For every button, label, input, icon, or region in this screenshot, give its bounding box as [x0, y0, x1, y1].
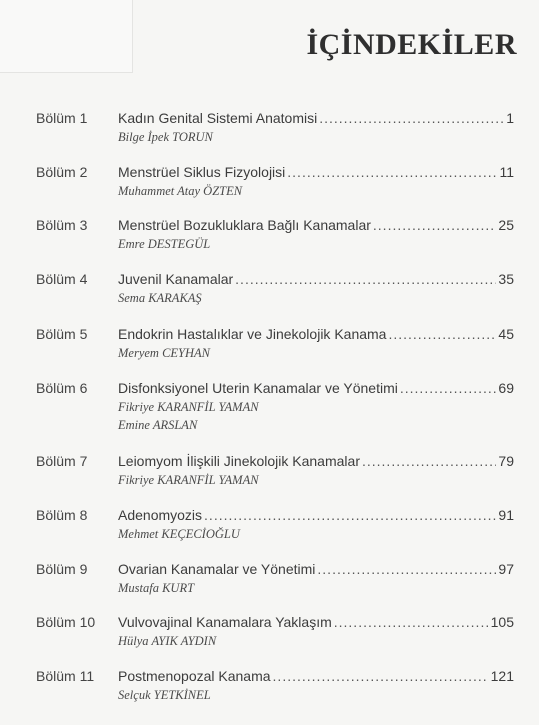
dot-leader [235, 271, 496, 287]
chapter-title: Vulvovajinal Kanamalara Yaklaşım [118, 614, 332, 630]
chapter-author: Mustafa KURT [118, 581, 195, 595]
chapter-line [118, 614, 514, 630]
chapter-number: Bölüm 9 [36, 561, 88, 577]
page-number: 121 [490, 668, 514, 684]
chapter-author: Bilge İpek TORUN [118, 130, 213, 144]
page-number: 35 [498, 271, 514, 287]
chapter-title: Menstrüel Bozukluklara Bağlı Kanamalar [118, 217, 371, 233]
chapter-number: Bölüm 8 [36, 507, 88, 523]
page-number: 1 [506, 110, 514, 126]
chapter-author: Muhammet Atay ÖZTEN [118, 184, 243, 198]
chapter-line [118, 326, 514, 342]
chapter-author: Emine ARSLAN [118, 418, 198, 432]
chapter-author: Emre DESTEGÜL [118, 237, 211, 251]
chapter-number: Bölüm 6 [36, 380, 88, 396]
chapter-title: Kadın Genital Sistemi Anatomisi [118, 110, 318, 126]
page-number: 69 [498, 380, 514, 396]
chapter-title: Juvenil Kanamalar [118, 271, 234, 287]
chapter-number: Bölüm 5 [36, 326, 88, 342]
chapter-author: Mehmet KEÇECİOĞLU [118, 527, 240, 541]
page-number: 25 [498, 217, 514, 233]
page-number: 105 [490, 614, 514, 630]
chapter-line [118, 217, 514, 233]
dot-leader [400, 380, 497, 396]
dot-leader [319, 110, 504, 126]
chapter-number: Bölüm 10 [36, 614, 96, 630]
page-number: 11 [499, 164, 514, 180]
chapter-line [118, 561, 514, 577]
dot-leader [334, 614, 489, 630]
chapter-line [118, 380, 514, 396]
chapter-number: Bölüm 3 [36, 217, 88, 233]
chapter-author: Sema KARAKAŞ [118, 291, 202, 305]
chapter-title: Ovarian Kanamalar ve Yönetimi [118, 561, 316, 577]
chapter-number: Bölüm 2 [36, 164, 88, 180]
chapter-title: Leiomyom İlişkili Jinekolojik Kanamalar [118, 453, 360, 469]
chapter-number: Bölüm 1 [36, 110, 88, 126]
chapter-number: Bölüm 7 [36, 453, 88, 469]
chapter-title: Postmenopozal Kanama [118, 668, 271, 684]
dot-leader [317, 561, 496, 577]
dot-leader [273, 668, 489, 684]
dot-leader [362, 453, 496, 469]
page-number: 79 [498, 453, 514, 469]
chapter-line [118, 164, 514, 180]
page-number: 97 [498, 561, 514, 577]
chapter-line [118, 453, 514, 469]
chapter-author: Meryem CEYHAN [118, 346, 210, 360]
chapter-line [118, 271, 514, 287]
chapter-number: Bölüm 11 [36, 668, 95, 684]
dot-leader [204, 507, 496, 523]
corner-frame [0, 0, 133, 73]
chapter-title: Endokrin Hastalıklar ve Jinekolojik Kanama [118, 326, 387, 342]
page-number: 91 [498, 507, 514, 523]
chapter-line [118, 507, 514, 523]
chapter-line [118, 110, 514, 126]
chapter-author: Hülya AYIK AYDIN [118, 634, 217, 648]
chapter-title: Adenomyozis [118, 507, 203, 523]
chapter-author: Fikriye KARANFİL YAMAN [118, 473, 259, 487]
chapter-author: Selçuk YETKİNEL [118, 688, 211, 702]
chapter-number: Bölüm 4 [36, 271, 88, 287]
chapter-line [118, 668, 514, 684]
dot-leader [373, 217, 497, 233]
page-title: İÇİNDEKİLER [306, 28, 517, 61]
chapter-title: Disfonksiyonel Uterin Kanamalar ve Yönetimi [118, 380, 398, 396]
dot-leader [287, 164, 497, 180]
chapter-title: Menstrüel Siklus Fizyolojisi [118, 164, 286, 180]
chapter-author: Fikriye KARANFİL YAMAN [118, 400, 259, 414]
dot-leader [388, 326, 496, 342]
page-number: 45 [498, 326, 514, 342]
